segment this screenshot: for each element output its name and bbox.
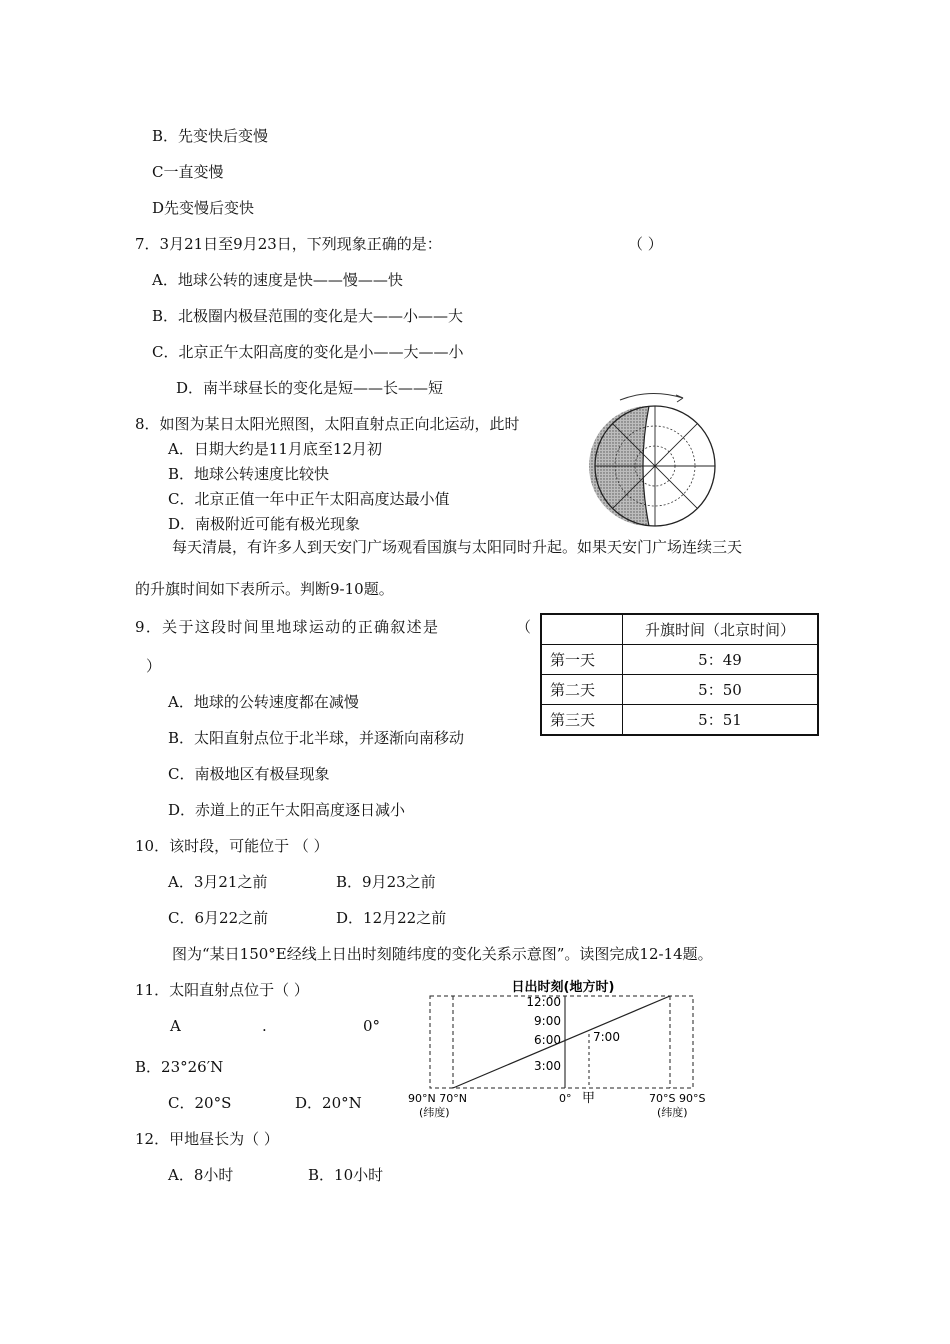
q7-answer-paren: （ ）	[628, 235, 663, 253]
q11-option-d: D．20°N	[295, 1094, 362, 1112]
sunrise-time-figure	[405, 978, 715, 1123]
q6-option-b: B．先变快后变慢	[152, 127, 269, 145]
q8-option-c: C．北京正值一年中正午太阳高度达最小值	[168, 490, 450, 508]
y-tick-label: 12:00	[526, 995, 561, 1009]
x-unit-left: (纬度)	[419, 1106, 450, 1119]
q11-option-c: C．20°S	[168, 1094, 232, 1112]
q11-option-a-letter: A	[170, 1017, 181, 1035]
annotation-7-00: 7:00	[593, 1030, 620, 1044]
table-row	[541, 705, 818, 736]
rotation-arrow	[620, 393, 683, 400]
q6-option-c: C一直变慢	[152, 163, 224, 181]
x-label-zero: 0°	[559, 1092, 572, 1105]
illumination-diagram	[585, 388, 725, 538]
q8-stem: 8．如图为某日太阳光照图，太阳直射点正向北运动，此时	[135, 415, 520, 433]
q10-option-d: D．12月22之前	[336, 909, 447, 927]
intro-9-10-line2: 的升旗时间如下表所示。判断9-10题。	[135, 580, 394, 598]
table-cell-time: 5：51	[623, 705, 819, 736]
q11-option-a-value: 0°	[363, 1017, 381, 1035]
x-unit-right: (纬度)	[657, 1106, 688, 1119]
q9-option-d: D．赤道上的正午太阳高度逐日减小	[168, 801, 406, 819]
q11-option-a-dot: .	[262, 1017, 267, 1035]
table-row	[541, 675, 818, 705]
q12-option-a: A．8小时	[168, 1166, 234, 1184]
q10-option-c: C．6月22之前	[168, 909, 269, 927]
q12-stem: 12．甲地昼长为（ ）	[135, 1130, 279, 1148]
table-header-row	[541, 614, 818, 645]
q8-option-d: D．南极附近可能有极光现象	[168, 515, 361, 533]
q9-option-b: B．太阳直射点位于北半球，并逐渐向南移动	[168, 729, 465, 747]
intro-12-14: 图为“某日150°E经线上日出时刻随纬度的变化关系示意图”。读图完成12-14题。	[172, 945, 713, 963]
q9-stem: 9．关于这段时间里地球运动的正确叙述是	[135, 618, 440, 636]
table-cell-time: 5：49	[623, 645, 819, 675]
q10-option-a: A．3月21之前	[168, 873, 268, 891]
q9-option-c: C．南极地区有极昼现象	[168, 765, 330, 783]
table-cell-day: 第二天	[541, 675, 623, 705]
table-cell-time: 5：50	[623, 675, 819, 705]
q11-stem: 11．太阳直射点位于（ ）	[135, 981, 309, 999]
table-cell-day: 第三天	[541, 705, 623, 736]
q7-option-b: B．北极圈内极昼范围的变化是大——小——大	[152, 307, 464, 325]
x-label-left: 90°N 70°N	[408, 1092, 467, 1105]
table-header: 升旗时间（北京时间）	[623, 614, 819, 645]
q6-option-d: D先变慢后变快	[152, 199, 255, 217]
q9-option-a: A．地球的公转速度都在减慢	[168, 693, 359, 711]
q8-option-a: A．日期大约是11月底至12月初	[168, 440, 383, 458]
table-row	[541, 645, 818, 675]
q7-option-a: A．地球公转的速度是快——慢——快	[152, 271, 403, 289]
table-cell-day: 第一天	[541, 645, 623, 675]
sunrise-line	[453, 996, 670, 1088]
y-tick-label: 3:00	[534, 1059, 561, 1073]
x-label-jia: 甲	[582, 1091, 596, 1106]
q10-stem: 10．该时段，可能位于 （ ）	[135, 837, 329, 855]
intro-9-10-line1: 每天清晨，有许多人到天安门广场观看国旗与太阳同时升起。如果天安门广场连续三天	[172, 538, 743, 556]
q12-option-b: B．10小时	[308, 1166, 384, 1184]
q7-stem: 7．3月21日至9月23日，下列现象正确的是：	[135, 235, 442, 253]
q9-paren-open: （	[516, 618, 532, 636]
y-tick-label: 9:00	[534, 1014, 561, 1028]
q7-option-d: D．南半球昼长的变化是短——长——短	[176, 379, 444, 397]
q10-option-b: B．9月23之前	[336, 873, 436, 891]
q9-paren-close: ）	[146, 657, 162, 675]
flag-raising-table	[540, 613, 819, 736]
q8-option-b: B．地球公转速度比较快	[168, 465, 330, 483]
x-label-right: 70°S 90°S	[649, 1092, 706, 1105]
q7-option-c: C．北京正午太阳高度的变化是小——大——小	[152, 343, 464, 361]
figure-title: 日出时刻(地方时)	[511, 980, 615, 995]
q11-option-b: B．23°26′N	[135, 1058, 224, 1076]
y-tick-label: 6:00	[534, 1033, 561, 1047]
